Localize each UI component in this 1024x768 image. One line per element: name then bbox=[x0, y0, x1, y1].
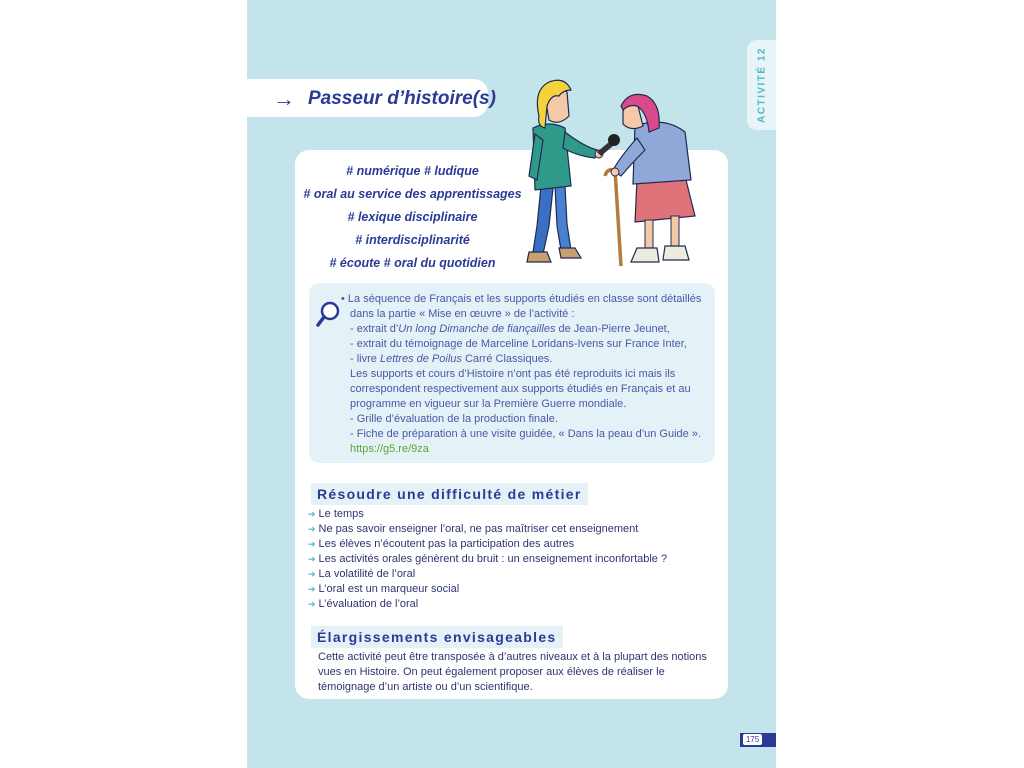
extensions-paragraph: Cette activité peut être transposée à d’autres niveaux et à la plupart des notions vues en Histoire. On peut également proposer aux élèves de réaliser le témoignage d’un artiste ou d’un scientifique. bbox=[318, 651, 707, 693]
arrow-icon: ➔ bbox=[308, 524, 316, 534]
list-item: ➔ Les activités orales génèrent du bruit : un enseignement inconfortable ? bbox=[308, 553, 668, 565]
list-item: ➔ Ne pas savoir enseigner l’oral, ne pas maîtriser cet enseignement bbox=[308, 523, 639, 535]
difficulty-list bbox=[308, 507, 708, 612]
list-item: ➔ L’évaluation de l’oral bbox=[308, 598, 419, 610]
list-item: ➔ Les élèves n’écoutent pas la participation des autres bbox=[308, 538, 575, 550]
interview-illustration bbox=[525, 76, 710, 268]
resource-link[interactable]: https://g5.re/9za bbox=[350, 443, 429, 455]
title-arrow-icon: → bbox=[273, 86, 295, 111]
info-line: Les supports et cours d’Histoire n’ont pas été reproduits ici mais ils bbox=[350, 368, 676, 380]
arrow-icon: ➔ bbox=[308, 584, 316, 594]
list-item: ➔ Le temps bbox=[308, 508, 364, 520]
magnifier-icon bbox=[315, 300, 341, 328]
info-line: - livre Lettres de Poilus Carré Classiques. bbox=[350, 353, 553, 365]
info-line: programme en vigueur sur la Première Guerre mondiale. bbox=[350, 398, 627, 410]
arrow-icon: ➔ bbox=[308, 539, 316, 549]
arrow-icon: ➔ bbox=[308, 509, 316, 519]
hashtag-line: # numérique # ludique bbox=[346, 164, 479, 178]
info-line: - Grille d’évaluation de la production finale. bbox=[350, 413, 558, 425]
activity-tab-label: ACTIVITÉ 12 bbox=[756, 47, 767, 123]
hashtag-line: # oral au service des apprentissages bbox=[303, 187, 522, 201]
info-line: • La séquence de Français et les supports étudiés en classe sont détaillés bbox=[341, 293, 702, 305]
page-number: 175 bbox=[743, 734, 762, 745]
activity-tab bbox=[747, 40, 776, 130]
arrow-icon: ➔ bbox=[308, 599, 316, 609]
hashtag-line: # écoute # oral du quotidien bbox=[329, 256, 496, 270]
section-heading-difficulty: Résoudre une difficulté de métier bbox=[311, 483, 588, 505]
info-line: correspondent respectivement aux supports étudiés en Français et au bbox=[350, 383, 691, 395]
list-item: ➔ L’oral est un marqueur social bbox=[308, 583, 460, 595]
hashtag-line: # lexique disciplinaire bbox=[347, 210, 478, 224]
info-text bbox=[341, 292, 711, 457]
hashtag-line: # interdisciplinarité bbox=[355, 233, 470, 247]
info-line: - Fiche de préparation à une visite guidée, « Dans la peau d’un Guide ». bbox=[350, 428, 702, 440]
page-number-bar bbox=[740, 733, 776, 747]
arrow-icon: ➔ bbox=[308, 569, 316, 579]
info-bullet: • bbox=[341, 293, 345, 305]
list-item: ➔ La volatilité de l’oral bbox=[308, 568, 416, 580]
info-line: dans la partie « Mise en œuvre » de l’activité : bbox=[350, 308, 575, 320]
info-line: - extrait d’Un long Dimanche de fiançailles de Jean-Pierre Jeunet, bbox=[350, 323, 670, 335]
section-heading-extensions: Élargissements envisageables bbox=[311, 626, 563, 648]
page-title: Passeur d’histoire(s) bbox=[308, 88, 496, 109]
arrow-icon: ➔ bbox=[308, 554, 316, 564]
info-line: - extrait du témoignage de Marceline Loridans-Ivens sur France Inter, bbox=[350, 338, 687, 350]
elderly-woman-figure bbox=[605, 94, 695, 266]
hashtag-list bbox=[300, 160, 525, 275]
